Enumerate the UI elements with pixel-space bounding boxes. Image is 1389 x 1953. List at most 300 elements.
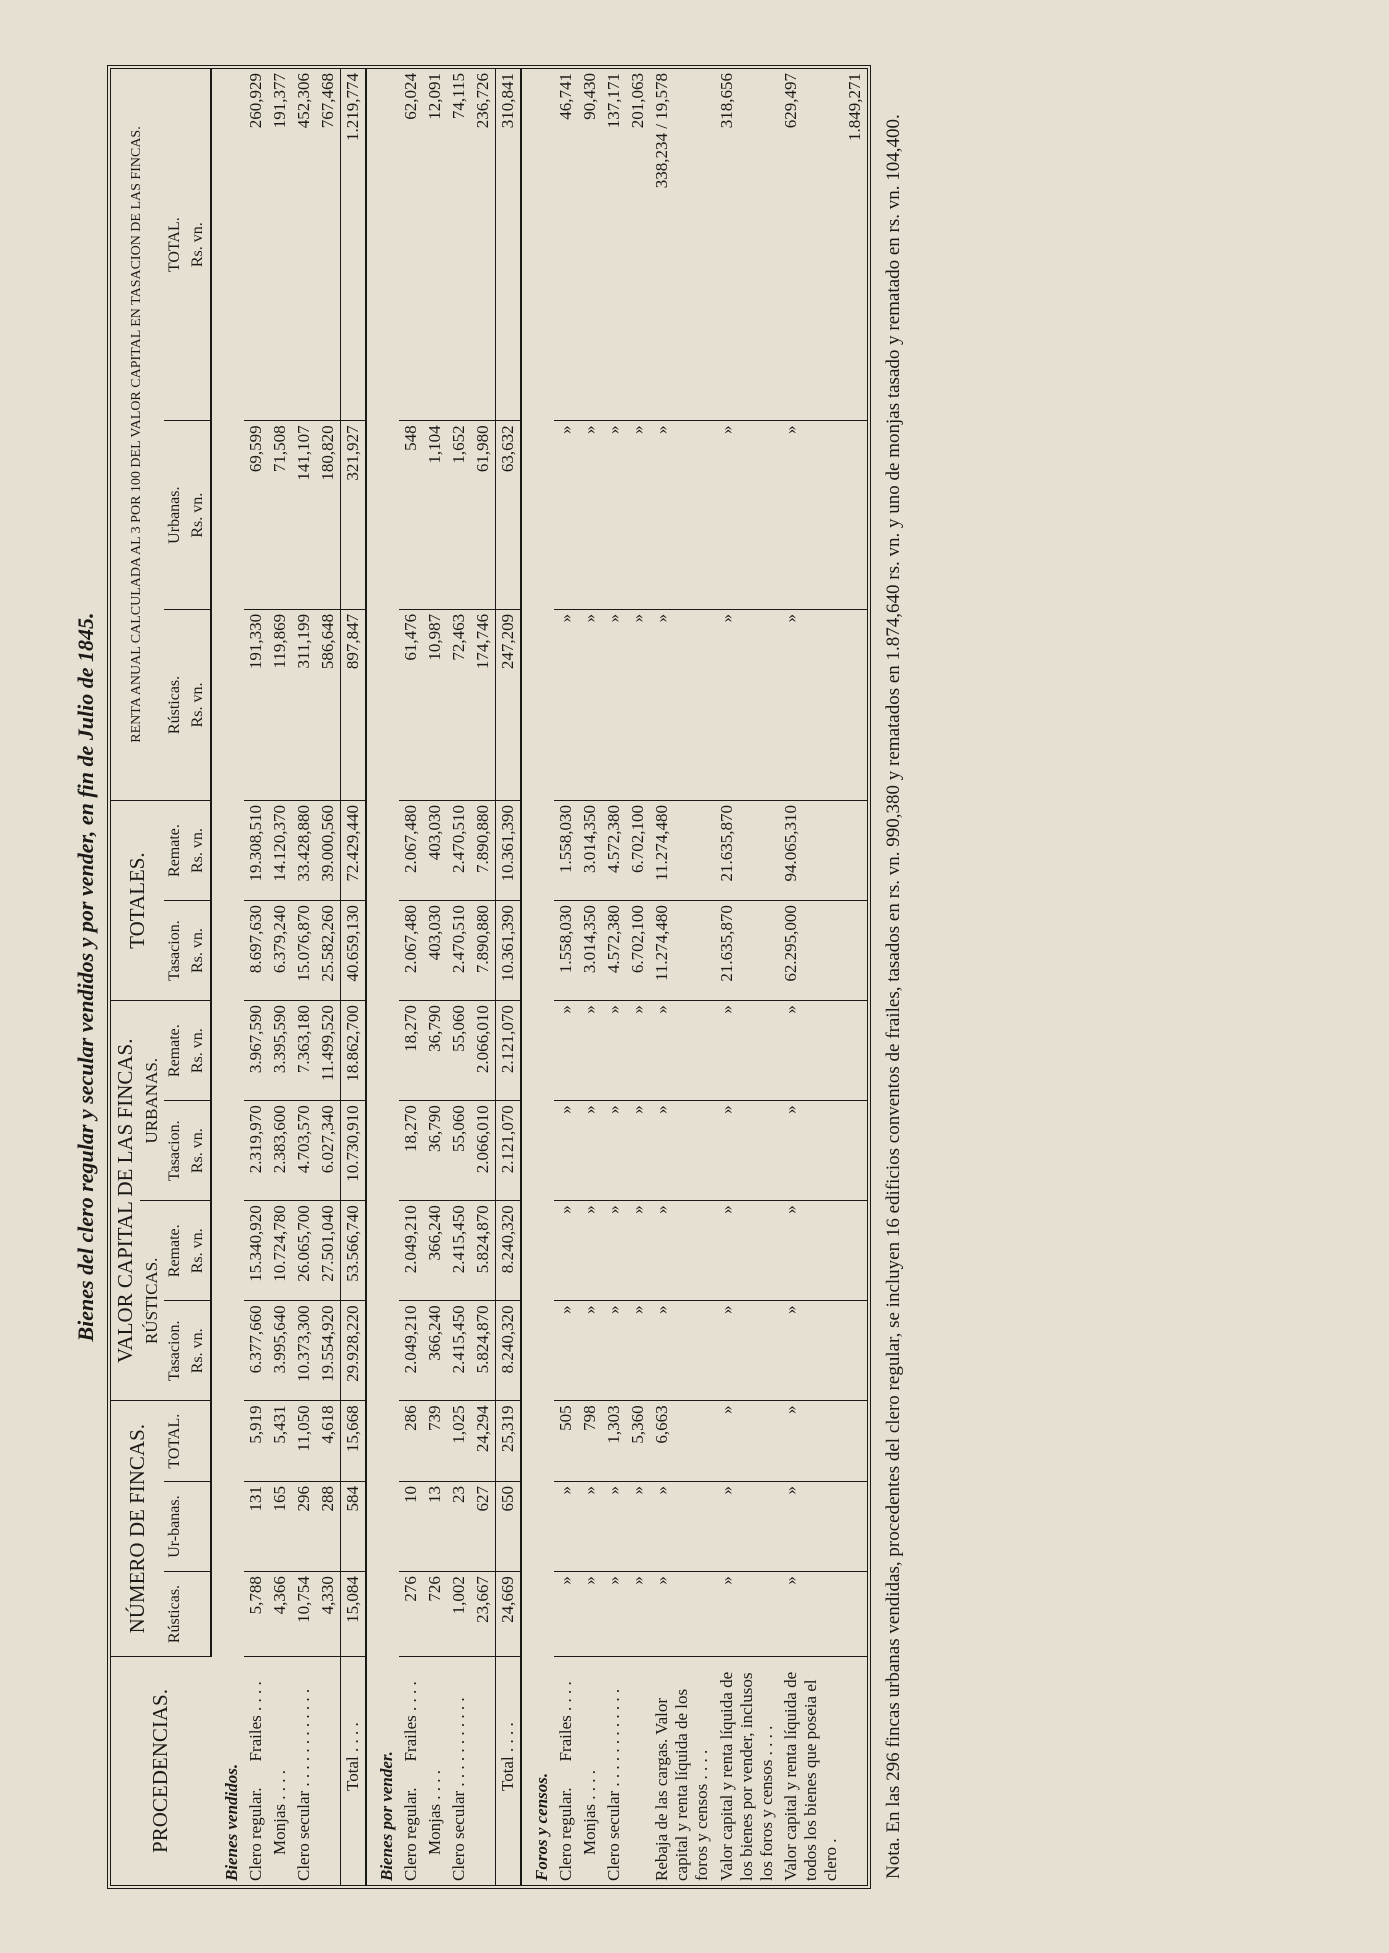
table-cell: 10.730,910 [340, 1100, 366, 1200]
table-cell: 5,360 [626, 1400, 650, 1481]
total-row [495, 69, 521, 1885]
table-cell: 10.361,390 [495, 900, 521, 1000]
table-cell: » [578, 1200, 602, 1300]
table-cell: 2.121,070 [495, 1100, 521, 1200]
table-cell: » [602, 420, 626, 609]
col-procedencias: PROCEDENCIAS. [147, 1688, 172, 1853]
unit-label: Rs. vn. [186, 609, 210, 800]
section-row [365, 69, 398, 1885]
col-totales: TOTALES. [111, 800, 164, 1000]
table-cell: 15,084 [340, 1571, 366, 1656]
table-cell: » [602, 1100, 626, 1200]
table-cell: 11.274,480 [650, 900, 714, 1000]
table-cell: 15.340,920 [243, 1200, 267, 1300]
table-cell: 137,171 [602, 69, 626, 421]
row-label-text: Clero secular . . . . . . . . . . . . [293, 1688, 313, 1881]
table-cell: » [714, 1100, 778, 1200]
table-cell: 6.702,100 [626, 800, 650, 900]
table-cell: 74,115 [446, 69, 470, 421]
data-table [111, 69, 867, 1885]
table-cell: » [578, 420, 602, 609]
table-cell: 2.067,480 [398, 800, 422, 900]
row-label [778, 1656, 842, 1885]
table-cell: 5,919 [243, 1400, 267, 1481]
table-cell: 61,476 [398, 609, 422, 800]
table-cell: 7.363,180 [291, 1000, 315, 1100]
row-label [340, 1656, 366, 1885]
table-cell: 40.659,130 [340, 900, 366, 1000]
table-cell: » [626, 1200, 650, 1300]
table-cell: 7.890,880 [471, 900, 496, 1000]
row-sublabel: Monjas . . . . [269, 1769, 289, 1855]
row-sublabel: Frailes . . . . [555, 1680, 575, 1762]
col-nf-urbanas: Ur-banas. [163, 1481, 186, 1571]
table-cell: » [602, 609, 626, 800]
table-cell [842, 1481, 866, 1571]
table-cell: 247,209 [495, 609, 521, 800]
table-cell: 12,091 [422, 69, 446, 421]
table-cell: 3.014,350 [578, 900, 602, 1000]
table-cell: 321,927 [340, 420, 366, 609]
table-cell: 13 [422, 1481, 446, 1571]
table-cell [842, 1571, 866, 1656]
row-sublabel: Monjas . . . . [579, 1769, 599, 1855]
table-cell: 1.219,774 [340, 69, 366, 421]
table-cell: 6.027,340 [315, 1100, 340, 1200]
table-cell: 21.635,870 [714, 800, 778, 900]
table-cell: » [578, 609, 602, 800]
table-cell: 15,668 [340, 1400, 366, 1481]
row-label [243, 1656, 267, 1885]
col-nf-total: TOTAL. [163, 1400, 186, 1481]
table-cell: 2.121,070 [495, 1000, 521, 1100]
table-cell: 26.065,700 [291, 1200, 315, 1300]
table-cell: 650 [495, 1481, 521, 1571]
table-cell: 4.703,570 [291, 1100, 315, 1200]
table-cell: 452,306 [291, 69, 315, 421]
table-cell: 2.066,010 [471, 1100, 496, 1200]
table-cell: 8.240,320 [495, 1300, 521, 1400]
row-label-text: Total . . . . [497, 1721, 517, 1791]
table-cell: » [650, 1481, 714, 1571]
table-cell: 276 [398, 1571, 422, 1656]
table-row [267, 69, 291, 1885]
table-cell: » [778, 1481, 842, 1571]
table-cell: 403,030 [422, 900, 446, 1000]
table-cell: » [578, 1571, 602, 1656]
table-cell: » [578, 1300, 602, 1400]
col-u-remate: Remate. [163, 1000, 186, 1100]
table-cell: 7.890,880 [471, 800, 496, 900]
table-cell: » [602, 1571, 626, 1656]
table-cell: » [554, 1000, 578, 1100]
table-cell: 739 [422, 1400, 446, 1481]
col-t-tasacion: Tasacion. [163, 900, 186, 1000]
table-cell: 236,726 [471, 69, 496, 421]
table-cell: » [778, 609, 842, 800]
table-cell: 2.066,010 [471, 1000, 496, 1100]
table-cell: 897,847 [340, 609, 366, 800]
table-row [471, 69, 496, 1885]
table-cell: 174,746 [471, 609, 496, 800]
table-cell [842, 1400, 866, 1481]
table-cell: 318,656 [714, 69, 778, 421]
table-cell: 629,497 [778, 69, 842, 421]
table-cell: 18,270 [398, 1000, 422, 1100]
table-cell: 90,430 [578, 69, 602, 421]
table-cell: 2.470,510 [446, 800, 470, 900]
table-cell: 5.824,870 [471, 1300, 496, 1400]
table-cell: 10.373,300 [291, 1300, 315, 1400]
table-cell: 10,987 [422, 609, 446, 800]
table-cell: 5,788 [243, 1571, 267, 1656]
table-cell: 2.415,450 [446, 1300, 470, 1400]
table-cell: 71,508 [267, 420, 291, 609]
table-cell: 18,270 [398, 1100, 422, 1200]
table-cell: » [778, 1100, 842, 1200]
col-nf-rusticas: Rústicas. [163, 1571, 186, 1656]
table-cell: 36,790 [422, 1000, 446, 1100]
row-label-text: Bienes por vender. [376, 1750, 396, 1881]
table-cell: 23,667 [471, 1571, 496, 1656]
table-cell: » [578, 1481, 602, 1571]
table-cell: 296 [291, 1481, 315, 1571]
table-cell: » [714, 1481, 778, 1571]
table-cell: 505 [554, 1400, 578, 1481]
table-cell: 4,366 [267, 1571, 291, 1656]
table-cell: 61,980 [471, 420, 496, 609]
table-cell: 2.319,970 [243, 1100, 267, 1200]
row-label [495, 1656, 521, 1885]
table-cell: » [554, 1100, 578, 1200]
table-cell: 6.377,660 [243, 1300, 267, 1400]
table-cell: 72,463 [446, 609, 470, 800]
table-cell: » [714, 1400, 778, 1481]
table-cell: » [778, 1300, 842, 1400]
table-cell: » [626, 1300, 650, 1400]
table-cell: 1,025 [446, 1400, 470, 1481]
unit-label: Rs. vn. [186, 1000, 210, 1100]
table-cell: 21.635,870 [714, 900, 778, 1000]
table-cell: » [554, 1571, 578, 1656]
table-cell: 288 [315, 1481, 340, 1571]
table-cell: » [554, 609, 578, 800]
table-row [578, 69, 602, 1885]
table-cell: 10,754 [291, 1571, 315, 1656]
row-label [365, 69, 398, 1885]
table-frame [107, 65, 871, 1889]
table-cell [842, 1300, 866, 1400]
table-cell: 2.383,600 [267, 1100, 291, 1200]
table-cell: » [714, 1300, 778, 1400]
table-cell: » [602, 1481, 626, 1571]
row-label-text: Clero regular. [555, 1787, 575, 1881]
table-cell: 586,648 [315, 609, 340, 800]
table-cell: » [626, 420, 650, 609]
table-title: Bienes del clero regular y secular vendidos y por vender, en fin de Julio de 1845. [72, 612, 98, 1341]
table-cell: 403,030 [422, 800, 446, 900]
row-sublabel: Frailes . . . . [245, 1680, 265, 1762]
table-cell: 62.295,000 [778, 900, 842, 1000]
row-label [578, 1656, 602, 1885]
table-row [243, 69, 267, 1885]
table-cell: » [602, 1200, 626, 1300]
table-cell: 55,060 [446, 1100, 470, 1200]
table-cell: 2.470,510 [446, 900, 470, 1000]
table-cell: 180,820 [315, 420, 340, 609]
table-cell: » [554, 1481, 578, 1571]
row-label-text: Valor capital y renta líquida de todos los bienes que poseia el clero . [780, 1671, 840, 1881]
table-cell: » [778, 1400, 842, 1481]
table-cell: » [714, 609, 778, 800]
table-cell: » [650, 1200, 714, 1300]
table-cell: 69,599 [243, 420, 267, 609]
table-cell: 11.274,480 [650, 800, 714, 900]
table-cell [842, 1000, 866, 1100]
col-r-tasacion: Tasacion. [163, 1300, 186, 1400]
row-label [554, 1656, 578, 1885]
table-cell: 767,468 [315, 69, 340, 421]
table-cell: » [626, 1000, 650, 1100]
table-cell: 36,790 [422, 1100, 446, 1200]
table-cell: 726 [422, 1571, 446, 1656]
table-cell: » [650, 420, 714, 609]
table-cell: 141,107 [291, 420, 315, 609]
table-cell: » [554, 1200, 578, 1300]
table-cell: » [554, 420, 578, 609]
table-cell [842, 900, 866, 1000]
table-cell: 5,431 [267, 1400, 291, 1481]
table-cell: 72.429,440 [340, 800, 366, 900]
table-cell: 191,330 [243, 609, 267, 800]
row-label [422, 1656, 446, 1885]
table-cell: 165 [267, 1481, 291, 1571]
row-label [267, 1656, 291, 1885]
table-cell: » [650, 1571, 714, 1656]
row-label [446, 1656, 470, 1885]
table-cell: 310,841 [495, 69, 521, 421]
col-u-tasacion: Tasacion. [163, 1100, 186, 1200]
table-cell: 798 [578, 1400, 602, 1481]
table-cell: 1.849,271 [842, 69, 866, 421]
unit-label: Rs. vn. [186, 69, 210, 421]
footnote: Nota. En las 296 fincas urbanas vendidas, procedentes del clero regular, se incluyen 16 edificios conventos de frailes, tasados en rs. vn. 990,380 y rematados en 1.874,640 rs. vn. y uno de monjas tasado y rematado en rs. vn. 104,400. [882, 113, 904, 1879]
table-cell: 62,024 [398, 69, 422, 421]
table-cell: » [578, 1000, 602, 1100]
table-cell: 25,319 [495, 1400, 521, 1481]
row-label [650, 1656, 714, 1885]
total-row [340, 69, 366, 1885]
table-cell: 1.558,030 [554, 900, 578, 1000]
col-valor-capital: VALOR CAPITAL DE LAS FINCAS. [111, 1000, 140, 1400]
table-cell [842, 1200, 866, 1300]
table-cell: 29.928,220 [340, 1300, 366, 1400]
row-label [842, 1656, 866, 1885]
table-row [714, 69, 778, 1885]
table-cell: 311,199 [291, 609, 315, 800]
table-cell: » [578, 1100, 602, 1200]
table-cell: » [714, 1000, 778, 1100]
table-cell [842, 609, 866, 800]
table-cell: 584 [340, 1481, 366, 1571]
table-cell: 53.566,740 [340, 1200, 366, 1300]
row-label-text: Total . . . . [342, 1721, 362, 1791]
table-cell: » [602, 1000, 626, 1100]
col-r-remate: Remate. [163, 1200, 186, 1300]
row-sublabel: Monjas . . . . [424, 1769, 444, 1855]
table-cell: 5.824,870 [471, 1200, 496, 1300]
table-cell: 286 [398, 1400, 422, 1481]
table-cell: » [626, 1571, 650, 1656]
table-row [842, 69, 866, 1885]
table-cell: » [778, 420, 842, 609]
table-cell: 24,294 [471, 1400, 496, 1481]
table-cell: » [650, 1000, 714, 1100]
table-cell: 18.862,700 [340, 1000, 366, 1100]
rotated-content [65, 57, 1325, 1897]
table-cell: 548 [398, 420, 422, 609]
table-cell: 338,234 / 19,578 [650, 69, 714, 421]
row-label-text: Foros y censos. [531, 1772, 551, 1881]
table-cell: » [778, 1200, 842, 1300]
row-label [714, 1656, 778, 1885]
row-label [626, 1656, 650, 1885]
table-cell: 2.415,450 [446, 1200, 470, 1300]
table-row [626, 69, 650, 1885]
row-label [210, 69, 243, 1885]
table-cell: 1,002 [446, 1571, 470, 1656]
table-cell: » [714, 420, 778, 609]
table-cell: 3.395,590 [267, 1000, 291, 1100]
table-cell: 131 [243, 1481, 267, 1571]
table-cell: 627 [471, 1481, 496, 1571]
table-cell: 15.076,870 [291, 900, 315, 1000]
unit-label: Rs. vn. [186, 800, 210, 900]
table-cell: 63,632 [495, 420, 521, 609]
table-row [602, 69, 626, 1885]
table-cell: 94.065,310 [778, 800, 842, 900]
row-label [315, 1656, 340, 1885]
table-cell: » [626, 609, 650, 800]
table-cell: 24,669 [495, 1571, 521, 1656]
table-row [650, 69, 714, 1885]
table-cell: 3.995,640 [267, 1300, 291, 1400]
table-cell: 6.702,100 [626, 900, 650, 1000]
table-cell: » [602, 1300, 626, 1400]
col-rusticas-group: RÚSTICAS. [139, 1200, 163, 1400]
table-row [422, 69, 446, 1885]
col-urbanas-group: URBANAS. [139, 1000, 163, 1200]
table-cell: 19.308,510 [243, 800, 267, 900]
table-cell: 1.558,030 [554, 800, 578, 900]
table-cell: 6,663 [650, 1400, 714, 1481]
row-label-text: Valor capital y renta líquida de los bienes por vender, inclusos los foros y censos . . . . [716, 1671, 776, 1881]
col-t-remate: Remate. [163, 800, 186, 900]
section-row [521, 69, 554, 1885]
table-cell: » [778, 1000, 842, 1100]
table-cell: 25.582,260 [315, 900, 340, 1000]
table-cell [842, 800, 866, 900]
table-cell: 1,303 [602, 1400, 626, 1481]
table-cell: 2.067,480 [398, 900, 422, 1000]
table-cell: 27.501,040 [315, 1200, 340, 1300]
table-cell: 6.379,240 [267, 900, 291, 1000]
table-cell: 4.572,380 [602, 800, 626, 900]
row-label [521, 69, 554, 1885]
table-cell: » [714, 1200, 778, 1300]
table-cell: 23 [446, 1481, 470, 1571]
table-cell: 19.554,920 [315, 1300, 340, 1400]
table-cell [842, 420, 866, 609]
unit-label: Rs. vn. [186, 420, 210, 609]
table-cell: 11.499,520 [315, 1000, 340, 1100]
table-cell: 4,618 [315, 1400, 340, 1481]
table-cell: 33.428,880 [291, 800, 315, 900]
table-cell: 39.000,560 [315, 800, 340, 900]
col-renta-urbanas: Urbanas. [163, 420, 186, 609]
table-cell: 119,869 [267, 609, 291, 800]
table-cell: » [626, 1100, 650, 1200]
table-cell: 3.014,350 [578, 800, 602, 900]
section-row [210, 69, 243, 1885]
row-label-text: Clero secular . . . . . . . . . . . [448, 1696, 468, 1881]
table-cell: 55,060 [446, 1000, 470, 1100]
table-row [315, 69, 340, 1885]
table-cell: 10.361,390 [495, 800, 521, 900]
col-renta-rusticas: Rústicas. [163, 609, 186, 800]
col-renta-total: TOTAL. [163, 69, 186, 421]
unit-label: Rs. vn. [186, 900, 210, 1000]
table-cell: 1,652 [446, 420, 470, 609]
unit-label: Rs. vn. [186, 1300, 210, 1400]
table-cell: 2.049,210 [398, 1200, 422, 1300]
table-cell: 8.697,630 [243, 900, 267, 1000]
table-cell: 2.049,210 [398, 1300, 422, 1400]
table-cell [842, 1100, 866, 1200]
unit-label: Rs. vn. [186, 1100, 210, 1200]
table-cell: » [650, 1300, 714, 1400]
table-row [554, 69, 578, 1885]
table-cell: 4.572,380 [602, 900, 626, 1000]
row-label [471, 1656, 496, 1885]
table-row [398, 69, 422, 1885]
table-cell: » [650, 609, 714, 800]
row-label-text: Clero regular. [400, 1787, 420, 1881]
row-label-text: Rebaja de las cargas. Valor capital y renta líquida de los foros y censos . . . . [651, 1688, 711, 1881]
table-cell: 10 [398, 1481, 422, 1571]
table-cell: 366,240 [422, 1200, 446, 1300]
table-row [291, 69, 315, 1885]
row-label-text: Clero secular . . . . . . . . . . . . [603, 1688, 623, 1881]
col-numero-fincas: NÚMERO DE FINCAS. [111, 1400, 164, 1656]
table-cell: » [554, 1300, 578, 1400]
table-cell: 10.724,780 [267, 1200, 291, 1300]
table-cell: » [626, 1481, 650, 1571]
table-cell: 260,929 [243, 69, 267, 421]
row-label-text: Bienes vendidos. [221, 1763, 241, 1881]
unit-label: Rs. vn. [186, 1200, 210, 1300]
table-body [210, 69, 866, 1885]
table-cell: » [650, 1100, 714, 1200]
table-cell: 14.120,370 [267, 800, 291, 900]
table-cell: » [714, 1571, 778, 1656]
table-cell: » [778, 1571, 842, 1656]
table-cell: 3.967,590 [243, 1000, 267, 1100]
table-row [778, 69, 842, 1885]
table-cell: 8.240,320 [495, 1200, 521, 1300]
row-label [291, 1656, 315, 1885]
table-cell: 11,050 [291, 1400, 315, 1481]
